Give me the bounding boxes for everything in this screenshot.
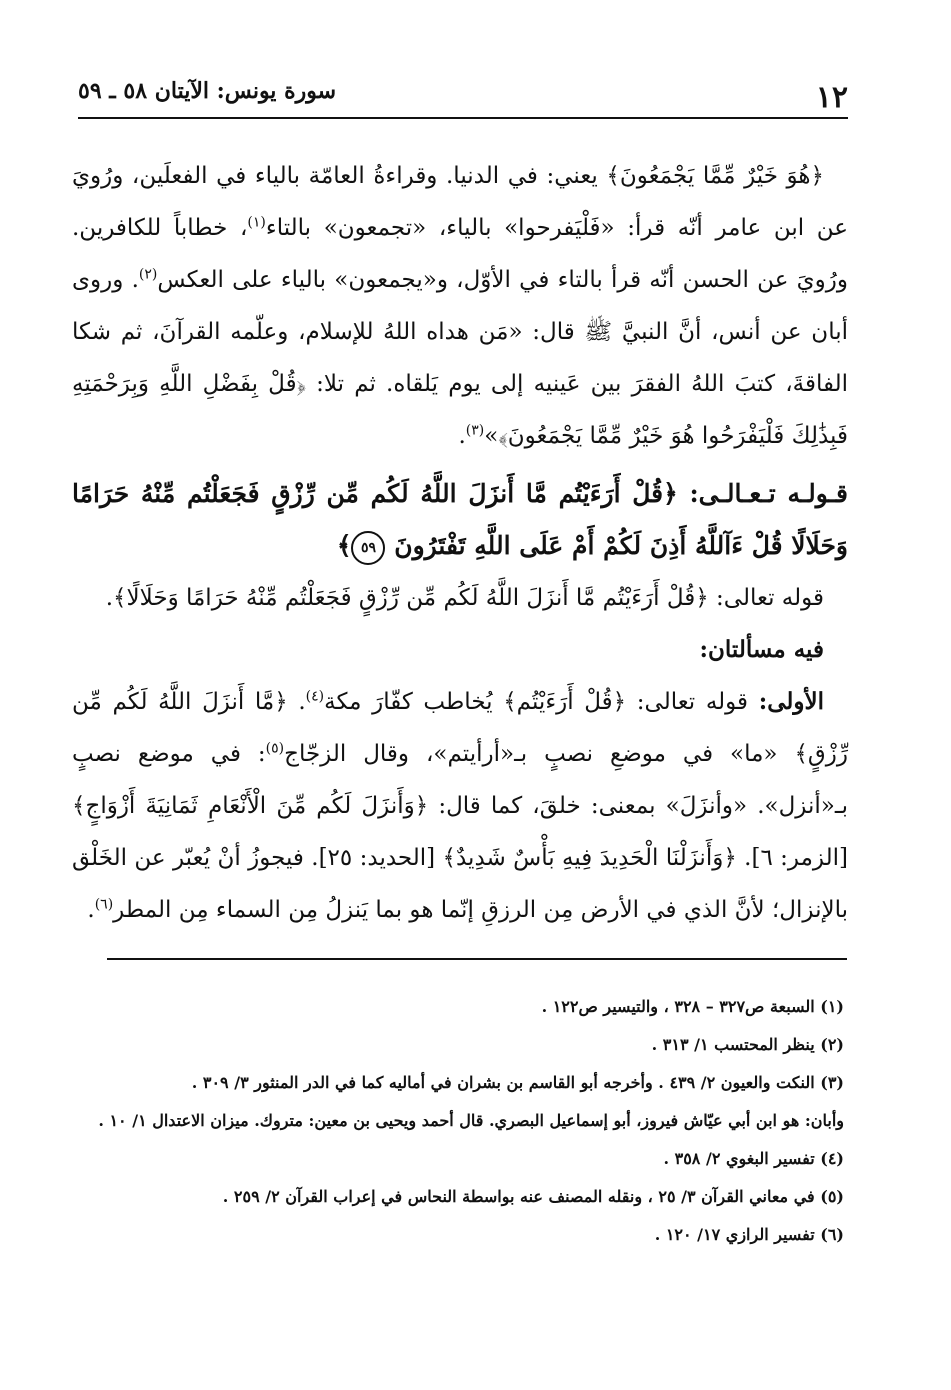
text-segment: : في موضع نصبٍ بـ«أنزل». «وأنزَلَ» بمعنى: خلقَ، كما قال: ﴿وَأَنزَلَ لَكُم مِّنَ الْأَنْعَامِ ثَمَانِيَةَ أَزْوَاجٍ﴾ [الزمر: ٦]. ﴿وَأَنزَلْنَا الْحَدِيدَ فِيهِ بَأْسٌ شَدِيدٌ﴾ [الحديد: ٢٥]. فيجوزُ أنْ يُعبّر عن الخَلْق بالإنزال؛ لأنَّ الذي في الأرض مِن الرزقِ إنّما هو بما يَنزلُ مِن السماء مِن المطر <box>72 741 848 923</box>
page-header <box>78 70 848 116</box>
footnote-2: (٢) ينظر المحتسب ١/ ٣١٣ . <box>651 1035 844 1054</box>
footnote-ref-3: (٣) <box>465 422 485 439</box>
text-segment: . <box>458 423 466 449</box>
text-segment: قوله تعالى: ﴿قُلْ أَرَءَيْتُم﴾ يُخاطب كفّارَ مكة <box>324 689 749 715</box>
footnote-ref-1: (١) <box>247 214 266 231</box>
footnote-5: (٥) في معاني القرآن ٣/ ٢٥ ، ونقله المصنف عنه بواسطة النحاس في إعراب القرآن ٢/ ٢٥٩ . <box>222 1187 844 1206</box>
issue-label: الأولى: <box>758 688 824 715</box>
page-number: ١٢ <box>815 80 848 115</box>
verse-close-bracket: ﴾ <box>336 531 352 560</box>
footnote-ref-4: (٤) <box>305 688 325 705</box>
footnote-4: (٤) تفسير البغوي ٢/ ٣٥٨ . <box>663 1149 844 1168</box>
paragraph-first-issue <box>72 676 848 936</box>
paragraph-verse-quote: قوله تعالى: ﴿قُلْ أَرَءَيْتُم مَّا أَنزَلَ اللَّهُ لَكُم مِّن رِّزْقٍ فَجَعَلْتُم مِّنْهُ حَرَامًا وَحَلَالًا﴾. <box>105 585 824 611</box>
footnote-3-continuation: وأبان: هو ابن أبي عيّاش فيروز، أبو إسماعيل البصري. قال أحمد ويحيى بن معين: متروك. ميزان الاعتدال ١/ ١٠ . <box>98 1111 844 1130</box>
footnote-ref-6: (٦) <box>94 896 114 913</box>
main-text <box>72 150 848 936</box>
footnote-1: (١) السبعة ص٣٢٧ – ٣٢٨ ، والتيسير ص١٢٢ . <box>541 997 844 1016</box>
issues-heading: فيه مسألتان: <box>699 636 824 663</box>
text-segment: . ﴿مَّا أَنزَلَ اللَّهُ لَكُم مِّن رِّزْقٍ﴾ «ما» في موضعِ نصبٍ بـ«أرأيتم»، وقال الزجّاج <box>72 689 848 767</box>
text-segment: ورُويَ عن ابن عامر أنّه قرأ: «فَلْيَفرحوا» بالياء، «تجمعون» بالتاء <box>72 163 848 241</box>
footnote-ref-5: (٥) <box>265 740 285 757</box>
footnote-ref-2: (٢) <box>138 266 158 283</box>
text-segment: . <box>87 897 95 923</box>
footnote-rule <box>107 958 847 960</box>
text-segment: ﴿هُوَ خَيْرٌ مِّمَّا يَجْمَعُونَ﴾ يعني: في الدنيا. وقراءةُ العامّة بالياء في الفعلَين، <box>131 163 824 189</box>
footnote-3: (٣) النكت والعيون ٢/ ٤٣٩ . وأخرجه أبو القاسم بن بشران في أماليه كما في الدر المنثور ٣/ ٣٠٩ . <box>191 1073 844 1092</box>
header-rule <box>78 117 848 119</box>
ayah-number-marker: ٥٩ <box>351 531 385 565</box>
footnote-6: (٦) تفسير الرازي ١٧/ ١٢٠ . <box>654 1225 844 1244</box>
verse-heading <box>72 468 848 572</box>
verse-heading-label: قـولـه تـعـالـى: <box>689 479 848 508</box>
footnotes <box>64 988 844 1254</box>
verse-text: ﴿قُلْ أَرَءَيْتُم مَّا أَنزَلَ اللَّهُ لَكُم مِّن رِّزْقٍ فَجَعَلْتُم مِّنْهُ حَرَامًا وَحَلَالًا قُلْ ءَآللَّهُ أَذِنَ لَكُمْ أَمْ عَلَى اللَّهِ تَفْتَرُونَ <box>72 479 848 560</box>
text-segment: . وروى أبان عن أنس، أنَّ النبيَّ ﷺ قال: «مَن هداه اللهُ للإسلام، وعلّمه القرآنَ، ثم شكا الفاقةَ، كتبَ اللهُ الفقرَ بين عَينيه إلى يوم يَلقاه. ثم تلا: ﴿قُلْ بِفَضْلِ اللَّهِ وَبِرَحْمَتِهِ فَبِذَٰلِكَ فَلْيَفْرَحُوا هُوَ خَيْرٌ مِّمَّا يَجْمَعُونَ﴾» <box>72 267 848 449</box>
running-title: سورة يونس: الآيتان ٥٨ ـ ٥٩ <box>78 78 337 104</box>
text-segment: ، خطاباً للكافرين. ورُويَ عن الحسن أنّه قرأ بالتاء في الأوّل، و«يجمعون» بالياء على العكس <box>72 215 848 293</box>
paragraph-commentary <box>72 150 848 462</box>
